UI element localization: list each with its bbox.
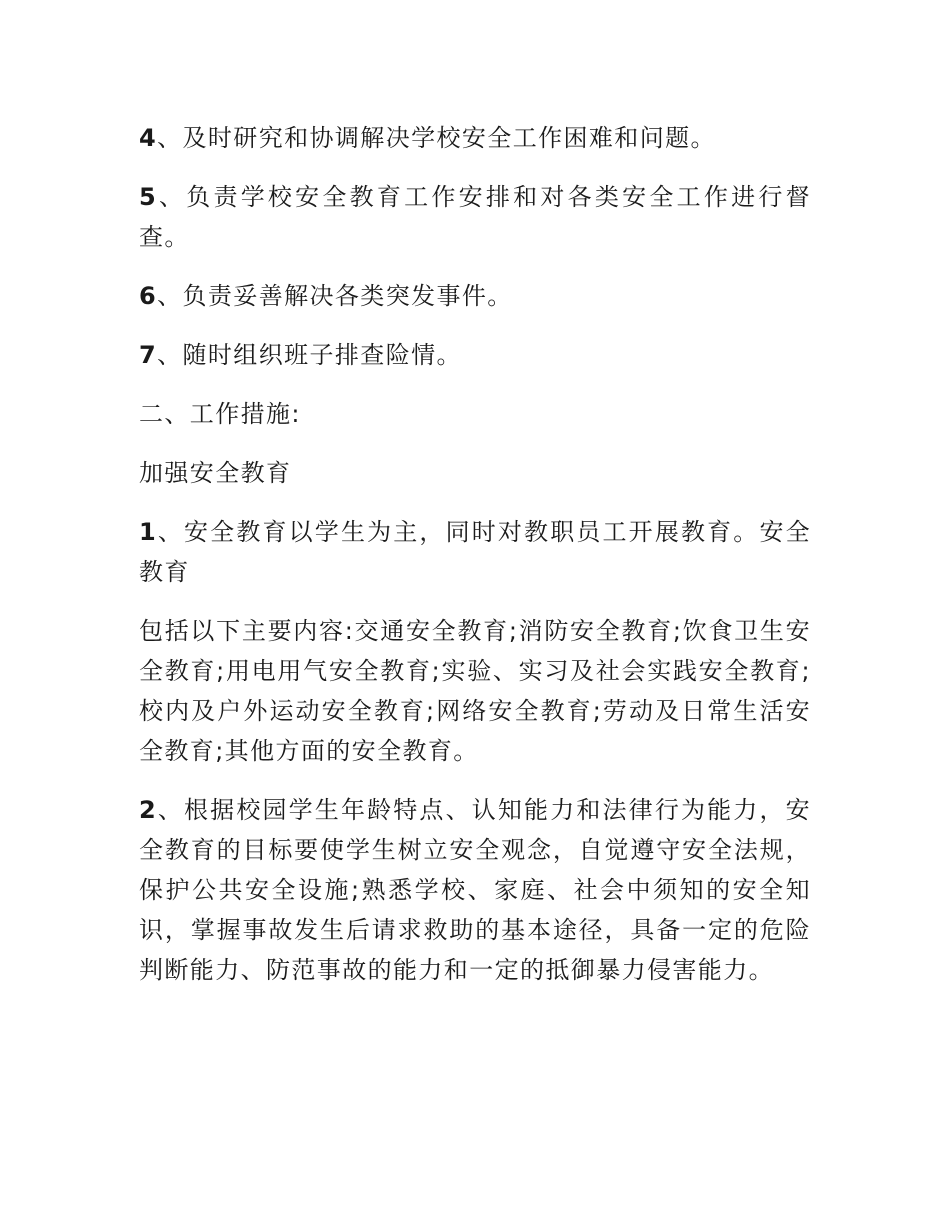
item-text: 、及时研究和协调解决学校安全工作困难和问题。 (157, 124, 716, 152)
item-number: 5 (139, 183, 158, 211)
section-heading (139, 394, 811, 434)
item-text: 、根据校园学生年龄特点、认知能力和法律行为能力，安全教育的目标要使学生树立安全观念，自觉遵守安全法规，保护公共安全设施;熟悉学校、家庭、社会中须知的安全知识，掌握事故发生后请求救助的基本途径，具备一定的危险判断能力、防范事故的能力和一定的抵御暴力侵害能力。 (139, 796, 811, 984)
list-item-1 (139, 512, 811, 592)
item-number: 2 (139, 796, 158, 824)
paragraph-text: 包括以下主要内容:交通安全教育;消防安全教育;饮食卫生安全教育;用电用气安全教育;实验、实习及社会实践安全教育;校内及户外运动安全教育;网络安全教育;劳动及日常生活安全教育;其他方面的安全教育。 (139, 617, 811, 765)
item-text: 、随时组织班子排查险情。 (157, 341, 462, 369)
item-number: 1 (139, 518, 158, 546)
heading-text: 二、工作措施: (139, 400, 301, 428)
document-page (139, 118, 811, 1009)
list-item-6 (139, 276, 811, 316)
item-number: 6 (139, 282, 158, 310)
list-item-4 (139, 118, 811, 158)
item-text: 、安全教育以学生为主，同时对教职员工开展教育。安全教育 (139, 518, 811, 586)
subsection-heading (139, 453, 811, 493)
list-item-2 (139, 790, 811, 990)
list-item-7 (139, 335, 811, 375)
list-item-5 (139, 177, 811, 257)
item-text: 、负责学校安全教育工作安排和对各类安全工作进行督查。 (139, 183, 811, 251)
content-list-paragraph (139, 611, 811, 771)
subheading-text: 加强安全教育 (139, 459, 292, 487)
item-text: 、负责妥善解决各类突发事件。 (157, 282, 513, 310)
item-number: 7 (139, 341, 158, 369)
item-number: 4 (139, 124, 158, 152)
